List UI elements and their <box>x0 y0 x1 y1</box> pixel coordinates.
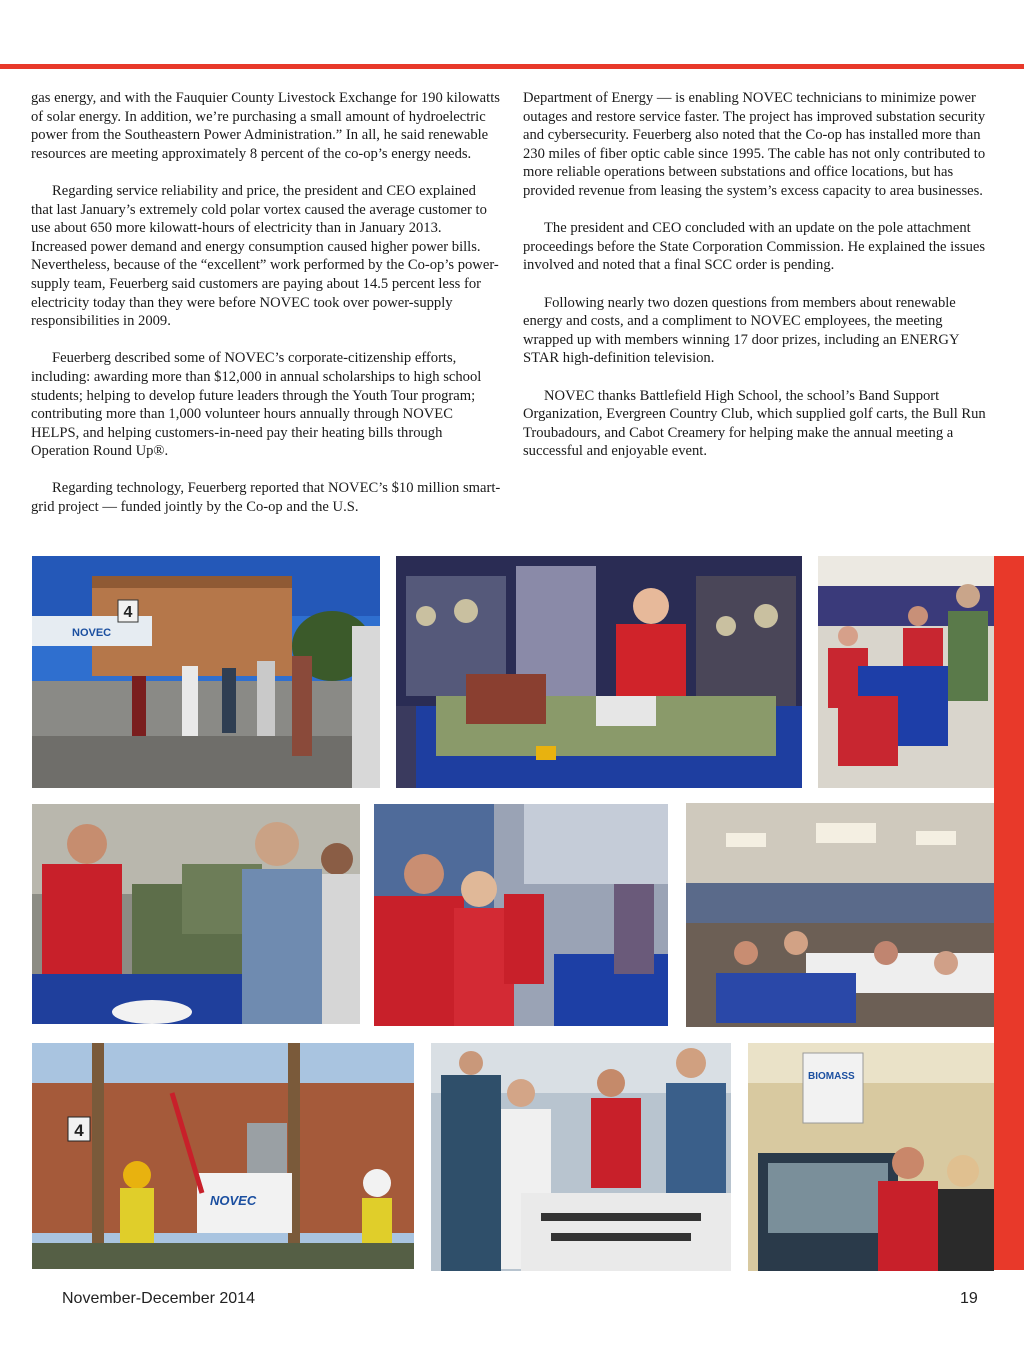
article-paragraph: Regarding technology, Feuerberg reported that NOVEC’s $10 million smart-grid project — funded jointly by the Co-op and the U.S. <box>31 480 501 516</box>
article-column-right <box>523 89 993 479</box>
photo-school-entrance <box>32 556 380 788</box>
photo-cafeteria-crowd <box>686 803 994 1027</box>
footer-page-number: 19 <box>960 1290 978 1307</box>
photo-lineman-demo <box>32 1043 414 1269</box>
photo-registration-table <box>818 556 994 788</box>
photo-employees-greeting <box>374 804 668 1026</box>
lineman-sign-brand: NOVEC <box>210 1193 257 1208</box>
top-accent-rule <box>0 64 1024 69</box>
entrance-sign-number: 4 <box>123 604 133 621</box>
biomass-sign: BIOMASS <box>808 1071 855 1082</box>
article-paragraph: Feuerberg described some of NOVEC’s corporate-citizenship efforts, including: awarding more than $12,000 in annual scholarships to high school students; helping to develop future leaders through the Youth Tour program; contributing more than 1,000 volunteer hours annually through NOVEC HELPS, and helping customers-in-need pay their heating bills through Operation Round Up®. <box>31 350 482 460</box>
photo-outdoor-tools-table <box>431 1043 731 1271</box>
article-column-left <box>31 89 501 535</box>
side-accent-bar <box>994 556 1024 1270</box>
photo-equipment-demo <box>32 804 360 1024</box>
entrance-sign-brand: NOVEC <box>72 627 112 639</box>
photo-biomass-display <box>748 1043 994 1271</box>
article-paragraph: Regarding service reliability and price, the president and CEO explained that last January’s extremely cold polar vortex caused the average customer to use about 650 more kilowatt-hours of electricity than in January 2013. Increased power demand and energy consumption caused higher power bills. Nevertheless, because of the “excellent” work performed by the Co-op’s power-supply team, Feuerberg said customers are paying about 14.5 percent less for electricity today than they were before NOVEC took over power-supply responsibilities in 2009. <box>31 182 499 330</box>
article-paragraph: Department of Energy — is enabling NOVEC technicians to minimize power outages and restore service faster. The project has improved substation security and cybersecurity. Feuerberg also noted that the Co-op has installed more than 230 miles of fiber optic cable since 1995. The cable has not only contributed to more reliable operations between substations and office locations, but has provided revenue from leasing the system’s excess capacity to area businesses. <box>523 90 986 199</box>
photo-trophy-display <box>396 556 802 788</box>
article-paragraph: NOVEC thanks Battlefield High School, the school’s Band Support Organization, Evergreen Country Club, which supplied golf carts, the Bull Run Troubadours, and Cabot Creamery for helping make the annual meeting a successful and enjoyable event. <box>523 387 986 460</box>
lineman-sign-number: 4 <box>74 1121 84 1140</box>
article-paragraph: Following nearly two dozen questions from members about renewable energy and costs, and a compliment to NOVEC employees, the meeting wrapped up with members winning 17 door prizes, including an ENERGY STAR high-definition television. <box>523 294 959 367</box>
footer-issue-date: November-December 2014 <box>62 1290 255 1307</box>
article-paragraph: gas energy, and with the Fauquier County Livestock Exchange for 190 kilowatts of solar energy. In addition, we’re purchasing a small amount of hydroelectric power from the Southeastern Power Administration.” In all, he said renewable resources are meeting approximately 8 percent of the co-op’s energy needs. <box>31 90 500 162</box>
article-paragraph: The president and CEO concluded with an update on the pole attachment proceedings before the State Corporation Commission. He explained the issues involved and noted that a final SCC order is pending. <box>523 220 986 274</box>
